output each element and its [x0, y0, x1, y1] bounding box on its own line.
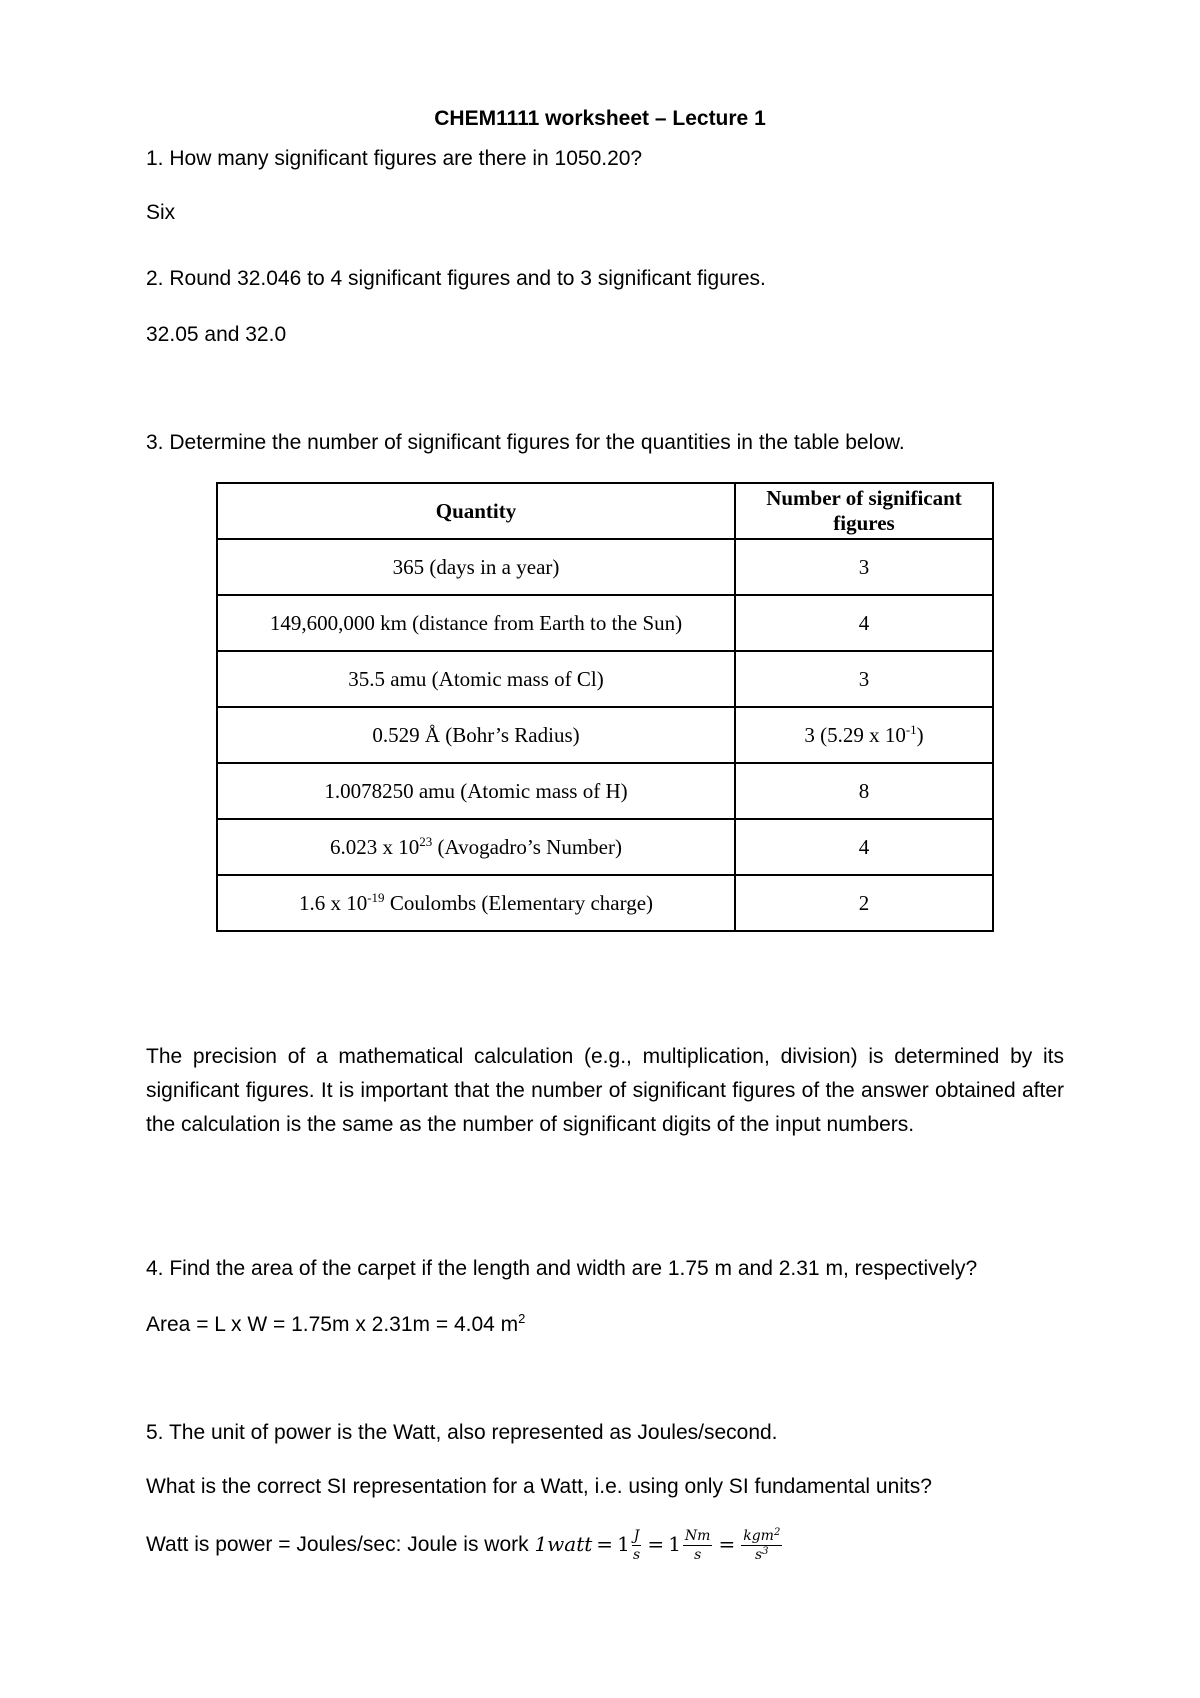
cell-sigfigs: 8	[735, 763, 993, 819]
frac-den: s	[694, 1546, 702, 1563]
frac-den-exponent: 3	[762, 1545, 769, 1557]
cell-quantity: 365 (days in a year)	[217, 539, 735, 595]
quantity-exponent: -19	[367, 889, 385, 905]
header-sigfigs: Number of significant figures	[735, 483, 993, 539]
math-one: 1	[617, 1532, 630, 1556]
table-row	[217, 595, 993, 651]
cell-quantity: 0.529 Å (Bohr’s Radius)	[217, 707, 735, 763]
math-lhs: 1watt	[534, 1532, 593, 1556]
answer-5	[146, 1524, 784, 1565]
question-2: 2. Round 32.046 to 4 significant figures and to 3 significant figures.	[146, 267, 766, 290]
table-header-row	[217, 483, 993, 539]
math-one: 1	[668, 1532, 681, 1556]
question-4: 4. Find the area of the carpet if the length and width are 1.75 m and 2.31 m, respectively?	[146, 1257, 978, 1280]
frac-num: J	[633, 1527, 640, 1544]
cell-sigfigs: 4	[735, 595, 993, 651]
quantity-pre: 6.023 x 10	[330, 834, 420, 859]
cell-sigfigs	[735, 707, 993, 763]
question-1: 1. How many significant figures are there in 1050.20?	[146, 147, 643, 170]
frac-den: s	[633, 1546, 641, 1563]
frac-den-base: s	[754, 1546, 763, 1563]
question-5-sub: What is the correct SI representation for a Watt, i.e. using only SI fundamental units?	[146, 1475, 932, 1498]
sigfigs-post: )	[916, 722, 924, 747]
cell-sigfigs: 4	[735, 819, 993, 875]
cell-sigfigs: 3	[735, 539, 993, 595]
page-title: CHEM1111 worksheet – Lecture 1	[434, 107, 766, 130]
sigfigs-pre: 3 (5.29 x 10	[804, 722, 906, 747]
quantity-post: (Avogadro’s Number)	[432, 834, 622, 859]
cell-quantity	[217, 875, 735, 931]
cell-sigfigs: 2	[735, 875, 993, 931]
header-quantity: Quantity	[217, 483, 735, 539]
frac-num	[741, 1528, 782, 1546]
quantity-post: Coulombs (Elementary charge)	[384, 890, 654, 915]
cell-sigfigs: 3	[735, 651, 993, 707]
frac-den	[741, 1546, 782, 1563]
cell-quantity: 149,600,000 km (distance from Earth to the Sun)	[217, 595, 735, 651]
cell-quantity: 35.5 amu (Atomic mass of Cl)	[217, 651, 735, 707]
table-row	[217, 875, 993, 931]
answer-2: 32.05 and 32.0	[146, 323, 287, 346]
frac-num-exponent: 2	[773, 1526, 781, 1538]
table-row	[217, 651, 993, 707]
sigfig-table	[216, 482, 994, 932]
fraction-kgm2-per-s3	[741, 1528, 782, 1563]
precision-paragraph: The precision of a mathematical calculation (e.g., multiplication, division) is determined by its significant figures. It is important that the number of significant figures of the answer obtained after the calculation is the same as the number of significant digits of the input numbers.	[146, 1045, 1064, 1136]
table-row	[217, 763, 993, 819]
cell-quantity: 1.0078250 amu (Atomic mass of H)	[217, 763, 735, 819]
table-row	[217, 707, 993, 763]
frac-num: Nm	[684, 1527, 711, 1544]
answer-4-text: Area = L x W = 1.75m x 2.31m = 4.04 m	[146, 1313, 519, 1336]
math-equals: =	[596, 1532, 614, 1556]
answer-1: Six	[146, 201, 176, 224]
question-5: 5. The unit of power is the Watt, also represented as Joules/second.	[146, 1421, 778, 1444]
frac-num-base: kgm	[743, 1527, 774, 1544]
question-3: 3. Determine the number of significant figures for the quantities in the table below.	[146, 431, 905, 454]
table-row	[217, 819, 993, 875]
math-equals: =	[647, 1532, 665, 1556]
answer-4-exponent: 2	[518, 1311, 526, 1326]
table-row	[217, 539, 993, 595]
fraction-nm-per-second	[683, 1528, 713, 1563]
quantity-pre: 1.6 x 10	[298, 890, 368, 915]
answer-5-text: Watt is power = Joules/sec: Joule is work	[146, 1533, 535, 1556]
sigfigs-exponent: -1	[905, 721, 917, 737]
answer-4	[146, 1312, 525, 1338]
fraction-joule-per-second	[632, 1528, 642, 1563]
quantity-exponent: 23	[419, 833, 433, 849]
cell-quantity	[217, 819, 735, 875]
math-equals: =	[718, 1532, 736, 1556]
